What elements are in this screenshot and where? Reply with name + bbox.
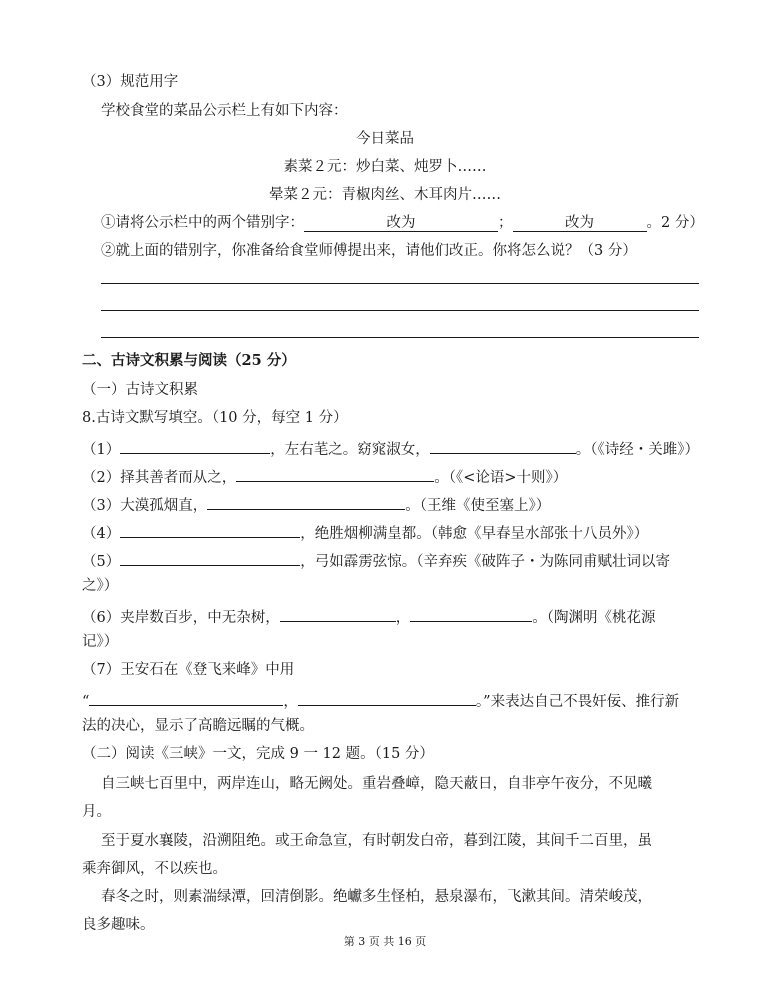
item-5-continuation: 之》）	[82, 578, 119, 594]
section-3-intro: 学校食堂的菜品公示栏上有如下内容：	[101, 103, 348, 119]
passage-para-2-line-1: 至于夏水襄陵，沿溯阻绝。或王命急宣，有时朝发白帝，暮到江陵，其间千二百里，虽	[101, 833, 652, 849]
passage-para-2-line-2: 乘奔御风，不以疾也。	[82, 861, 227, 877]
item-6-text-a: 夹岸数百步，中无杂树，	[120, 610, 280, 626]
item-4-text-a: ，绝胜烟柳满皇都。（韩愈《早春呈水部张十八员外》）	[300, 526, 649, 542]
item-7-text-c: 。”来表达自己不畏奸佞、推行新	[475, 694, 680, 710]
item-2-text-a: 择其善者而从之，	[120, 470, 237, 486]
answer-line-2[interactable]	[101, 310, 699, 311]
item-3-blank[interactable]	[207, 492, 405, 510]
item-6	[82, 604, 655, 628]
part-2-sub-2: （二）阅读《三峡》一文，完成 9 一 12 题。（15 分）	[82, 746, 434, 762]
item-6-blank-2[interactable]	[410, 604, 532, 622]
item-2	[82, 464, 567, 488]
q1-blank-1-text: 改为	[386, 215, 416, 231]
item-7-blank-2[interactable]	[298, 688, 476, 706]
item-7-open-quote: “	[82, 694, 90, 710]
question-8: 8.古诗文默写填空。（10 分，每空 1 分）	[82, 410, 348, 426]
item-5	[82, 548, 670, 572]
item-6-number: （6）	[82, 610, 121, 626]
item-2-blank[interactable]	[236, 464, 434, 482]
question-1	[101, 213, 704, 233]
page-footer: 第 3 页 共 16 页	[343, 935, 427, 948]
board-title: 今日菜品	[356, 131, 414, 147]
passage-para-3-line-2: 良多趣味。	[82, 917, 155, 933]
item-6-blank-1[interactable]	[280, 604, 396, 622]
question-1-prefix: ①请将公示栏中的两个错别字：	[101, 215, 304, 231]
item-4-number: （4）	[82, 526, 121, 542]
question-1-suffix: 。2 分）	[646, 215, 704, 231]
item-1-text-a: ，左右芼之。窈窕淑女，	[270, 442, 430, 458]
item-7-text-b: ，	[283, 694, 298, 710]
item-4	[82, 520, 648, 544]
item-5-text-a: ，弓如霹雳弦惊。（辛弃疾《破阵子・为陈同甫赋壮词以寄	[300, 554, 670, 570]
item-2-text-b: 。（《<论语>十则》）	[434, 470, 568, 486]
item-7	[82, 660, 294, 680]
passage-para-1-line-1: 自三峡七百里中，两岸连山，略无阙处。重岩叠嶂，隐天蔽日，自非亭午夜分，不见曦	[101, 776, 652, 792]
item-1-blank-2[interactable]	[430, 436, 576, 454]
item-6-text-b: ，	[395, 610, 411, 626]
item-3-text-b: 。（王维《使至塞上》）	[405, 498, 551, 514]
item-7-line-2	[82, 688, 679, 712]
board-line-1: 素菜２元：炒白菜、炖罗卜……	[283, 159, 487, 175]
q1-blank-1[interactable]	[304, 214, 498, 232]
item-1-text-b: 。（《诗经・关雎》）	[575, 442, 699, 458]
section-3-heading: （3）规范用字	[82, 74, 179, 90]
item-5-blank[interactable]	[120, 548, 300, 566]
item-7-blank-1[interactable]	[89, 688, 283, 706]
passage-para-3-line-1: 春冬之时，则素湍绿潭，回清倒影。绝巘多生怪柏，悬泉瀑布，飞漱其间。清荣峻茂，	[101, 889, 652, 905]
answer-line-3[interactable]	[101, 337, 699, 338]
item-3	[82, 492, 550, 516]
passage-para-1-line-2: 月。	[82, 804, 111, 820]
item-6-continuation: 记》）	[82, 634, 119, 650]
item-7-number: （7）	[82, 662, 121, 678]
item-2-number: （2）	[82, 470, 121, 486]
q1-semicolon: ；	[498, 215, 513, 231]
q1-blank-2-text: 改为	[565, 215, 594, 231]
answer-line-1[interactable]	[101, 283, 699, 284]
item-6-text-c: 。（陶渊明《桃花源	[532, 610, 656, 626]
item-1-number: （1）	[82, 442, 121, 458]
item-3-text-a: 大漠孤烟直，	[120, 498, 208, 514]
part-2-sub-1: （一）古诗文积累	[82, 382, 198, 398]
item-7-continuation: 法的决心，显示了高瞻远瞩的气概。	[82, 718, 314, 734]
item-7-text-a: 王安石在《登飞来峰》中用	[120, 662, 295, 678]
item-5-number: （5）	[82, 554, 121, 570]
item-1	[82, 436, 699, 460]
item-4-blank[interactable]	[120, 520, 300, 538]
item-3-number: （3）	[82, 498, 121, 514]
board-line-2: 晕菜２元：青椒肉丝、木耳肉片……	[269, 187, 501, 203]
question-2: ②就上面的错别字，你准备给食堂师傅提出来，请他们改正。你将怎么说？（3 分）	[101, 243, 637, 259]
item-1-blank-1[interactable]	[120, 436, 270, 454]
q1-blank-2[interactable]	[513, 214, 647, 232]
part-2-heading: 二、古诗文积累与阅读（25 分）	[82, 352, 296, 369]
